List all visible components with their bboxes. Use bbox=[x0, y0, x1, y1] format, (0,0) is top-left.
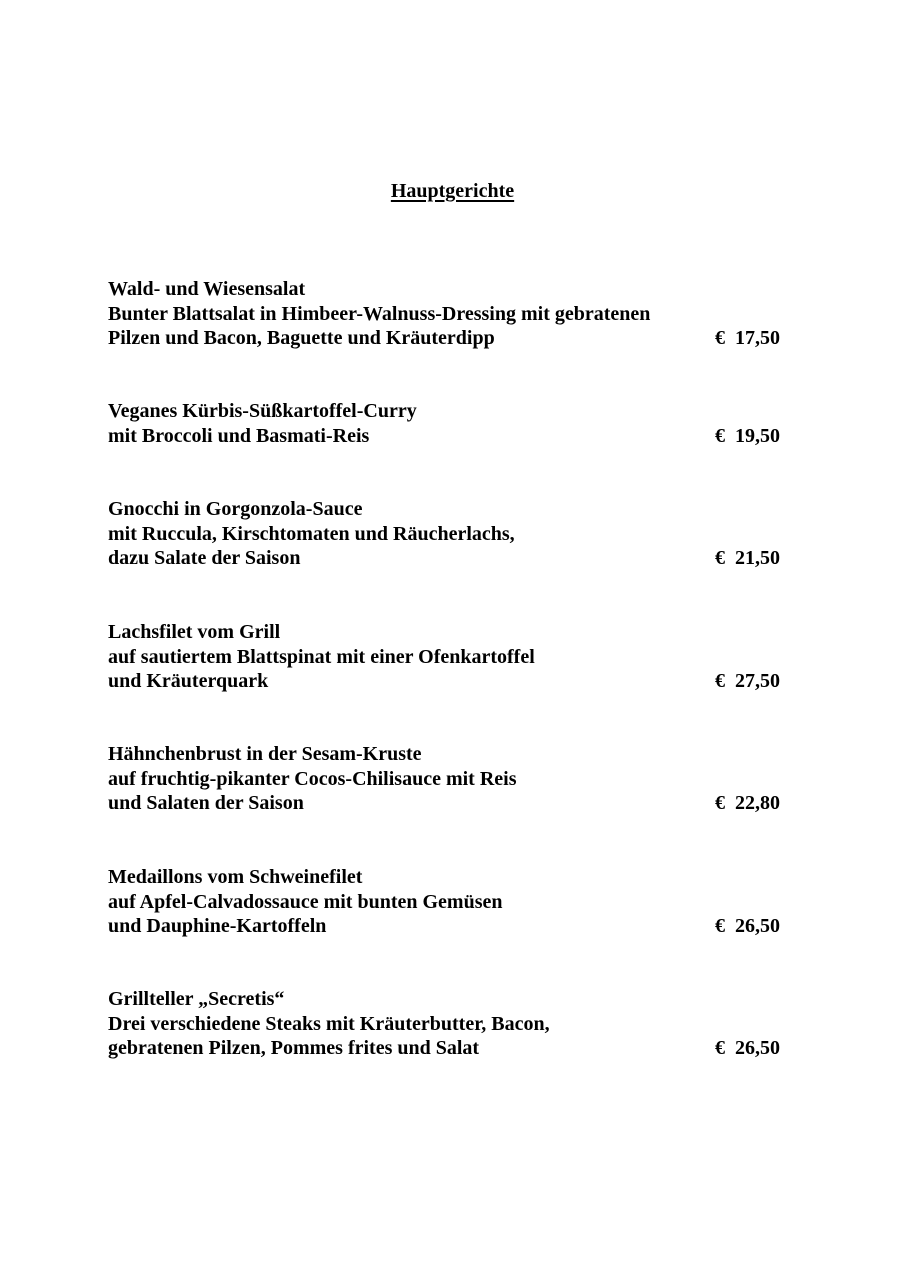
dish-name: Gnocchi in Gorgonzola-Sauce bbox=[108, 498, 363, 520]
currency-symbol: € bbox=[715, 547, 725, 569]
price-value: 17,50 bbox=[735, 327, 780, 349]
dish-description-line: und Kräuterquark bbox=[108, 670, 269, 692]
currency-symbol: € bbox=[715, 327, 725, 349]
currency-symbol: € bbox=[715, 670, 725, 692]
dish-price bbox=[715, 326, 780, 351]
price-value: 19,50 bbox=[735, 424, 780, 447]
dish-description-line: und Salaten der Saison bbox=[108, 792, 304, 814]
dish-description-line: Bunter Blattsalat in Himbeer-Walnuss-Dressing mit gebratenen bbox=[108, 302, 651, 325]
dish-description-line: auf Apfel-Calvadossauce mit bunten Gemüsen bbox=[108, 890, 503, 913]
dish-description-line: und Dauphine-Kartoffeln bbox=[108, 915, 327, 937]
currency-symbol: € bbox=[715, 1037, 725, 1059]
dish-name: Lachsfilet vom Grill bbox=[108, 621, 281, 643]
currency-symbol: € bbox=[715, 792, 725, 814]
dish-name: Medaillons vom Schweinefilet bbox=[108, 866, 363, 888]
dish-name: Wald- und Wiesensalat bbox=[108, 278, 306, 300]
dish-item bbox=[108, 277, 780, 351]
dish-description-line: auf fruchtig-pikanter Cocos-Chilisauce mit Reis bbox=[108, 767, 517, 790]
dish-price bbox=[715, 914, 780, 939]
dish-description-line: Pilzen und Bacon, Baguette und Kräuterdipp bbox=[108, 327, 495, 349]
dish-description-line: auf sautiertem Blattspinat mit einer Ofenkartoffel bbox=[108, 645, 535, 668]
dish-name: Grillteller „Secretis“ bbox=[108, 988, 285, 1010]
dish-name: Veganes Kürbis-Süßkartoffel-Curry bbox=[108, 400, 417, 422]
dish-description-line: mit Broccoli und Basmati-Reis bbox=[108, 424, 370, 447]
dish-name: Hähnchenbrust in der Sesam-Kruste bbox=[108, 743, 422, 765]
price-value: 21,50 bbox=[735, 547, 780, 569]
price-value: 22,80 bbox=[735, 792, 780, 814]
dish-price bbox=[715, 791, 780, 816]
dish-description-line: gebratenen Pilzen, Pommes frites und Salat bbox=[108, 1037, 480, 1059]
dish-item bbox=[108, 497, 780, 571]
dish-item bbox=[108, 987, 780, 1061]
dish-price bbox=[715, 546, 780, 571]
page-title: Hauptgerichte bbox=[390, 180, 515, 202]
dish-description-line: dazu Salate der Saison bbox=[108, 547, 301, 569]
dish-item bbox=[108, 399, 780, 448]
dish-item bbox=[108, 865, 780, 939]
price-value: 26,50 bbox=[735, 1037, 780, 1059]
dish-item bbox=[108, 620, 780, 694]
currency-symbol: € bbox=[715, 915, 725, 937]
dish-item bbox=[108, 742, 780, 816]
currency-symbol: € bbox=[715, 424, 725, 447]
dish-description-line: Drei verschiedene Steaks mit Kräuterbutter, Bacon, bbox=[108, 1012, 550, 1035]
price-value: 27,50 bbox=[735, 670, 780, 692]
dish-description-line: mit Ruccula, Kirschtomaten und Räucherlachs, bbox=[108, 522, 515, 545]
dish-price bbox=[715, 669, 780, 694]
dish-price bbox=[715, 424, 780, 449]
dish-price bbox=[715, 1036, 780, 1061]
price-value: 26,50 bbox=[735, 915, 780, 937]
